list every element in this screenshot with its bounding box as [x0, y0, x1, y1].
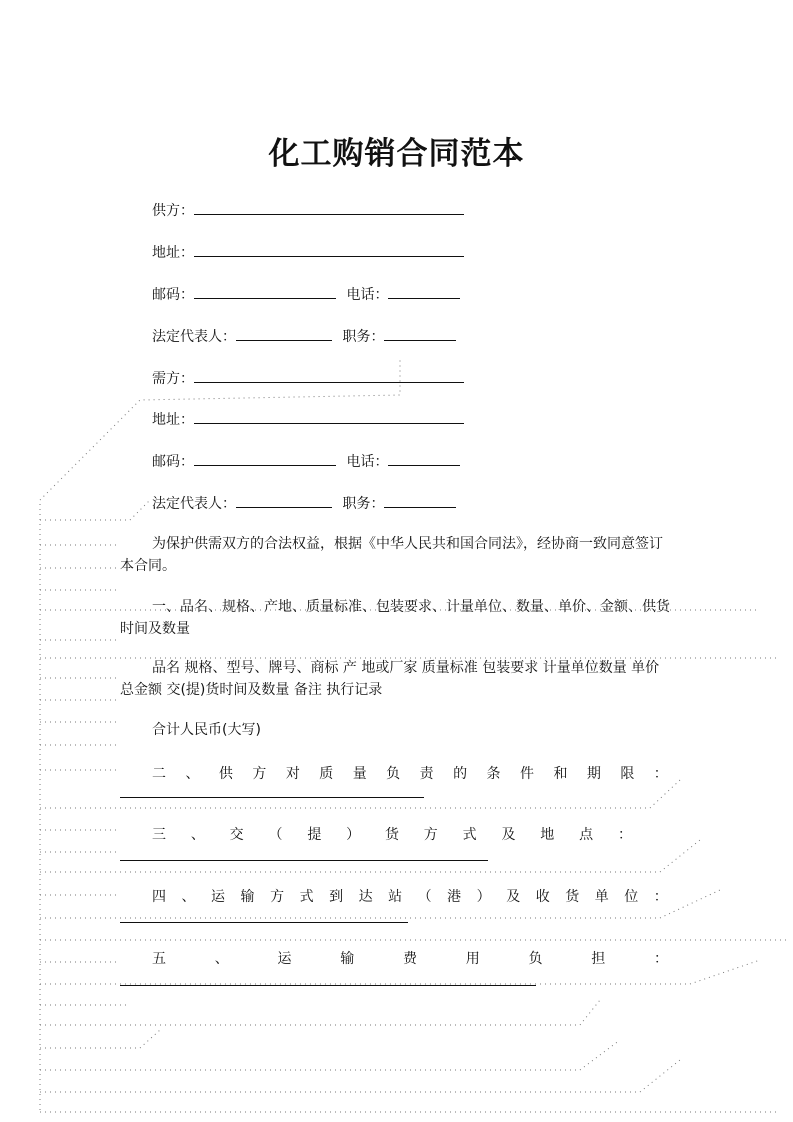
- clause-3-char: 方: [423, 827, 438, 843]
- buyer-phone-label: 电话：: [346, 454, 389, 470]
- clause-3-char: （: [268, 827, 283, 843]
- clause-5-char: 担: [591, 951, 606, 967]
- clause-2-char: 期: [586, 766, 601, 782]
- clause-3-char: ：: [617, 827, 632, 843]
- clause-2-char: 对: [285, 766, 300, 782]
- clause-5-char: 用: [465, 951, 480, 967]
- clause-4-char: 方: [270, 889, 285, 905]
- clause-4-char: （: [417, 889, 432, 905]
- intro-paragraph: 为保护供需双方的合法权益，根据《中华人民共和国合同法》，经协商一致同意签订本合同。: [120, 536, 663, 574]
- clause-1-paragraph: 一、品名、规格、产地、质量标准、包装要求、计量单位、数量、单价、金额、供货时间及数量: [120, 599, 670, 637]
- supplier-address-label: 地址：: [152, 245, 194, 261]
- clause-3-char: 、: [190, 827, 205, 843]
- clause-4-char: 及: [506, 889, 521, 905]
- clause-5-char: 费: [403, 951, 417, 967]
- clause-5-char: 五: [152, 951, 166, 967]
- supplier-legal-rep-label: 法定代表人：: [152, 329, 236, 345]
- clause-4-char: 四: [152, 889, 166, 905]
- clause-4-char: 单: [594, 889, 609, 905]
- clause-3-char: 及: [501, 827, 516, 843]
- clause-2-char: ：: [653, 766, 668, 782]
- total-label: 合计人民币(大写): [152, 722, 261, 738]
- clause-2-char: 二: [152, 766, 166, 782]
- clause-4-char: 位: [624, 889, 639, 905]
- supplier-postcode-label: 邮码：: [152, 287, 194, 303]
- clause-2-char: 的: [453, 766, 468, 782]
- buyer-position-label: 职务：: [342, 496, 385, 512]
- clause-4-char: 式: [299, 889, 314, 905]
- clause-2-char: 质: [319, 766, 334, 782]
- clause-2-char: 方: [252, 766, 267, 782]
- clause-3-char: 货: [384, 827, 399, 843]
- clause-2-char: 限: [620, 766, 635, 782]
- supplier-phone-label: 电话：: [346, 287, 389, 303]
- table-headers-paragraph: 品名 规格、型号、牌号、商标 产 地或厂家 质量标准 包装要求 计量单位数量 单价 总金额 交(提)货时间及数量 备注 执行记录: [120, 660, 660, 698]
- buyer-postcode-label: 邮码：: [152, 454, 194, 470]
- clause-2-char: 、: [185, 766, 200, 782]
- clause-4-char: 港: [447, 889, 462, 905]
- clause-3-char: ）: [346, 827, 361, 843]
- clause-4-char: ）: [476, 889, 491, 905]
- clause-4-char: 输: [240, 889, 255, 905]
- clause-5-char: 运: [277, 951, 292, 967]
- clause-2-char: 量: [352, 766, 367, 782]
- clause-4-char: 站: [388, 889, 403, 905]
- clause-3-char: 点: [579, 827, 594, 843]
- clause-4-char: 、: [181, 889, 196, 905]
- clause-4-char: 货: [565, 889, 580, 905]
- clause-5-char: ：: [654, 951, 668, 967]
- buyer-legal-rep-label: 法定代表人：: [152, 496, 236, 512]
- buyer-address-label: 地址：: [152, 412, 194, 428]
- supplier-name-label: 供方：: [152, 203, 194, 219]
- clause-2-char: 供: [218, 766, 233, 782]
- clause-4-char: 达: [358, 889, 373, 905]
- clause-2-char: 条: [486, 766, 501, 782]
- clause-2-char: 和: [553, 766, 568, 782]
- clause-3-char: 式: [462, 827, 477, 843]
- document-title: 化工购销合同范本: [268, 136, 525, 172]
- clause-2-char: 件: [519, 766, 534, 782]
- clause-5-char: 输: [340, 951, 355, 967]
- supplier-position-label: 职务：: [342, 329, 385, 345]
- clause-5-char: 负: [528, 951, 543, 967]
- clause-4-char: 到: [329, 889, 344, 905]
- buyer-name-label: 需方：: [152, 371, 194, 387]
- clause-4-char: ：: [653, 889, 668, 905]
- clause-4-char: 运: [211, 889, 226, 905]
- clause-3-char: 三: [152, 827, 166, 843]
- clause-2-char: 负: [386, 766, 401, 782]
- clause-3-char: 提: [307, 827, 322, 843]
- clause-4-char: 收: [535, 889, 550, 905]
- clause-3-char: 地: [540, 827, 555, 843]
- clause-3-char: 交: [229, 827, 244, 843]
- clause-2-char: 责: [419, 766, 434, 782]
- clause-5-char: 、: [214, 951, 229, 967]
